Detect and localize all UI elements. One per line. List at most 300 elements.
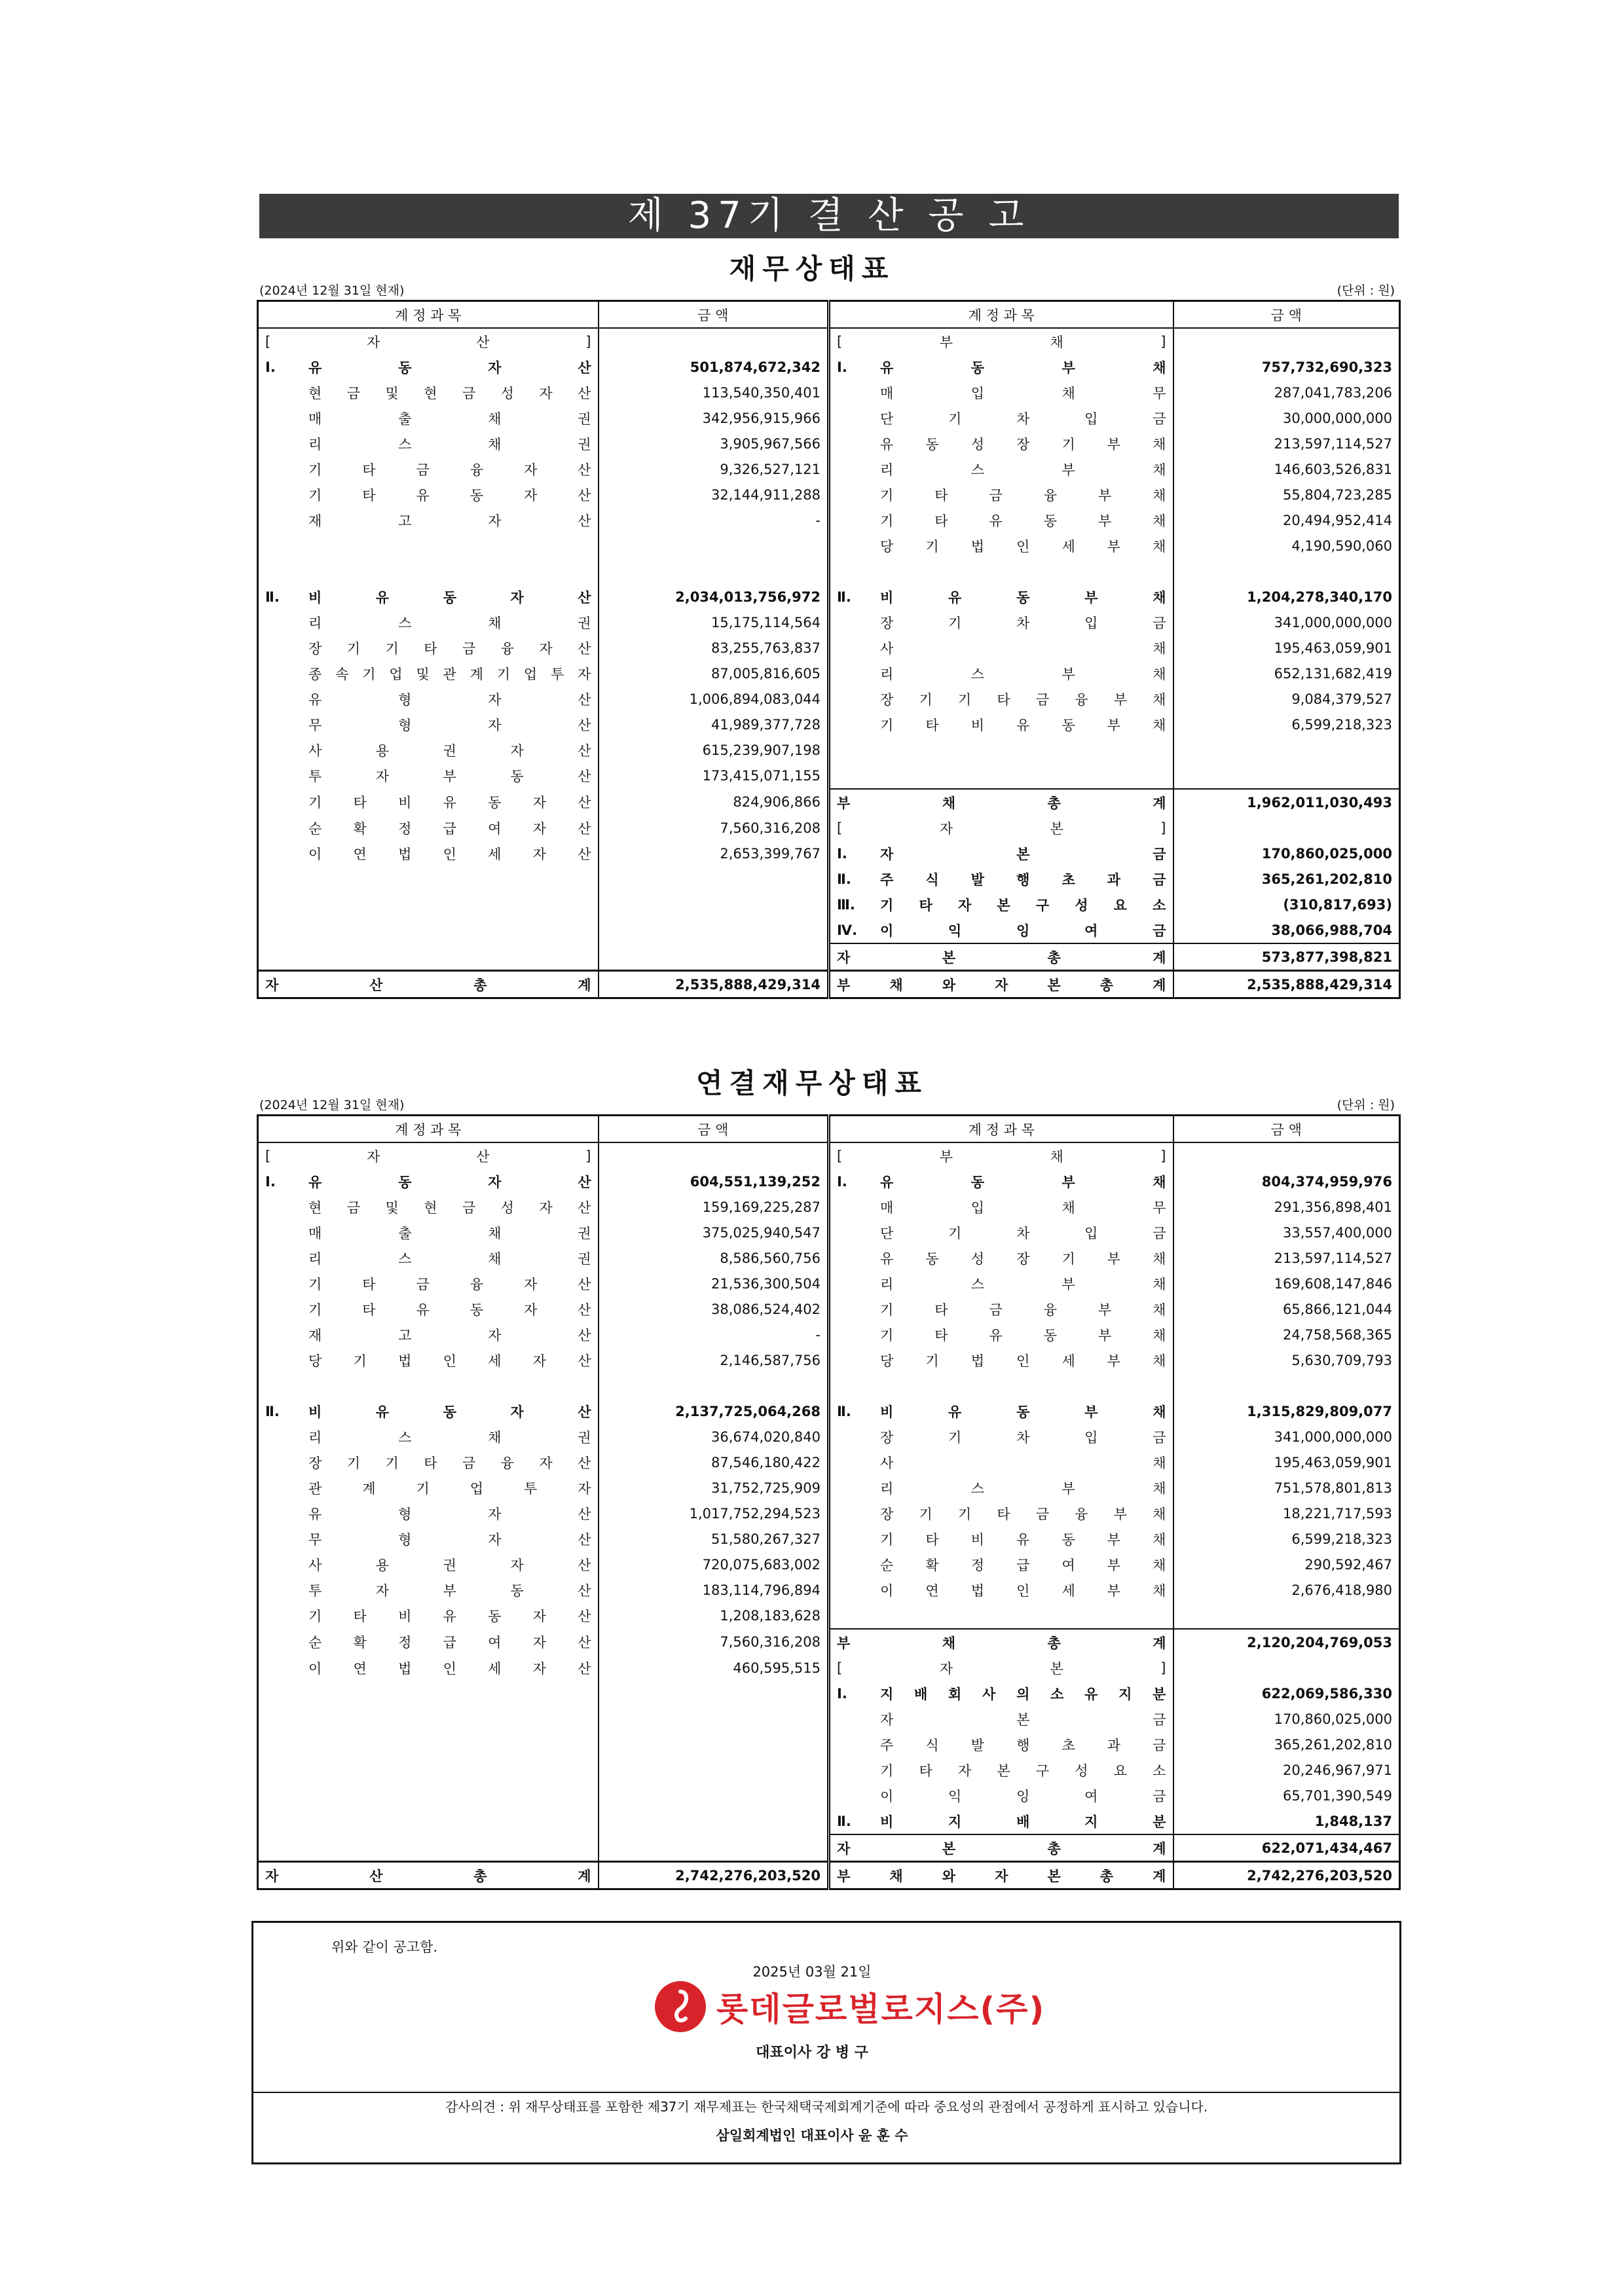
table-row xyxy=(258,1808,1400,1834)
amount-value: - xyxy=(599,1322,829,1347)
empty-cell xyxy=(599,917,829,943)
empty-cell xyxy=(599,1142,829,1169)
account-label: 무 형 자 산 xyxy=(308,1531,591,1548)
account-label: 당 기 법 인 세 부 채 xyxy=(829,1347,1173,1373)
account-label: 관 계 기 업 투 자 xyxy=(308,1480,591,1497)
amount-value: 804,374,959,976 xyxy=(1173,1169,1400,1194)
amount-value: 751,578,801,813 xyxy=(1173,1475,1400,1501)
amount-value: 7,560,316,208 xyxy=(599,1629,829,1655)
subtotal-label: 부 채 총 계 xyxy=(829,1629,1173,1655)
account-label: 단 기 차 입 금 xyxy=(829,1220,1173,1245)
amount-value: 20,494,952,414 xyxy=(1173,507,1400,533)
empty-cell xyxy=(599,558,829,584)
amount-header: 금 액 xyxy=(1173,301,1400,329)
empty-cell xyxy=(258,892,599,917)
amount-value: 9,084,379,527 xyxy=(1173,686,1400,712)
section-bracket-label: [ 자 본 ] xyxy=(829,1655,1173,1681)
table-row xyxy=(258,1373,1400,1398)
company-logo xyxy=(655,1980,1045,2033)
table-row xyxy=(258,482,1400,507)
table-row xyxy=(258,1577,1400,1603)
table-row xyxy=(258,354,1400,380)
section-label: Ⅱ. 주 식 발 행 초 과 금 xyxy=(829,866,1173,892)
total-liab-equity-label: 부 채 와 자 본 총 계 xyxy=(829,1862,1173,1889)
table-row xyxy=(258,917,1400,943)
empty-cell xyxy=(1173,1142,1400,1169)
amount-value: 36,674,020,840 xyxy=(599,1424,829,1449)
table-row xyxy=(258,1526,1400,1552)
total-liab-equity-label: 부 채 와 자 본 총 계 xyxy=(829,971,1173,998)
account-label: 자 본 금 xyxy=(829,1706,1173,1732)
amount-value: 2,146,587,756 xyxy=(599,1347,829,1373)
account-label: 재 고 자 산 xyxy=(308,1327,591,1343)
table-row xyxy=(258,1655,1400,1681)
grand-total-row xyxy=(258,1862,1400,1889)
table-row xyxy=(258,1681,1400,1706)
amount-value: 1,962,011,030,493 xyxy=(1173,789,1400,815)
empty-cell xyxy=(258,1783,599,1808)
section-label: Ⅰ. 유 동 자 산 xyxy=(265,359,591,376)
total-assets-amount: 2,535,888,429,314 xyxy=(599,971,829,998)
account-label: 매 입 채 무 xyxy=(829,380,1173,405)
empty-cell xyxy=(829,1373,1173,1398)
table-row xyxy=(258,712,1400,737)
amount-value: 213,597,114,527 xyxy=(1173,431,1400,456)
account-label: 기 타 금 융 부 채 xyxy=(829,482,1173,507)
amount-value: 41,989,377,728 xyxy=(599,712,829,737)
amount-value: 824,906,866 xyxy=(599,789,829,815)
table-row xyxy=(258,635,1400,661)
table-row xyxy=(258,1142,1400,1169)
account-label: 매 출 채 권 xyxy=(308,1225,591,1241)
account-label: 사 채 xyxy=(829,635,1173,661)
account-label: 장 기 기 타 금 융 부 채 xyxy=(829,686,1173,712)
amount-value: 1,208,183,628 xyxy=(599,1603,829,1629)
amount-value: 24,758,568,365 xyxy=(1173,1322,1400,1347)
account-label: 기 타 비 유 동 자 산 xyxy=(308,795,591,811)
empty-cell xyxy=(599,1834,829,1862)
account-label: 기 타 금 융 자 산 xyxy=(308,1276,591,1292)
section-bracket-label: [ 자 산 ] xyxy=(265,1148,591,1165)
empty-cell xyxy=(1173,1603,1400,1629)
consolidated-balance-sheet xyxy=(257,1114,1401,1890)
standalone-balance-sheet xyxy=(257,300,1401,999)
empty-cell xyxy=(258,943,599,971)
amount-value: 622,071,434,467 xyxy=(1173,1834,1400,1862)
empty-cell xyxy=(829,763,1173,789)
table-row xyxy=(258,431,1400,456)
notice-banner: 제 37기 결 산 공 고 xyxy=(259,194,1399,238)
amount-value: 1,017,752,294,523 xyxy=(599,1501,829,1526)
amount-value: 51,580,267,327 xyxy=(599,1526,829,1552)
amount-value: 720,075,683,002 xyxy=(599,1552,829,1577)
empty-cell xyxy=(599,1783,829,1808)
table-row xyxy=(258,328,1400,354)
empty-cell xyxy=(1173,328,1400,354)
amount-value: 87,546,180,422 xyxy=(599,1449,829,1475)
amount-value: (310,817,693) xyxy=(1173,892,1400,917)
amount-value: 365,261,202,810 xyxy=(1173,866,1400,892)
account-label: 기 타 비 유 동 부 채 xyxy=(829,712,1173,737)
account-label: 리 스 채 권 xyxy=(308,1429,591,1446)
empty-cell xyxy=(1173,1373,1400,1398)
table-row xyxy=(258,1220,1400,1245)
amount-value: 341,000,000,000 xyxy=(1173,610,1400,635)
account-label: 리 스 부 채 xyxy=(829,456,1173,482)
subtotal-label: 자 본 총 계 xyxy=(829,1834,1173,1862)
section-label: Ⅰ. 유 동 자 산 xyxy=(265,1173,591,1190)
account-label: 장 기 차 입 금 xyxy=(829,1424,1173,1449)
amount-value: 195,463,059,901 xyxy=(1173,635,1400,661)
table-row xyxy=(258,1603,1400,1629)
account-label: 이 익 잉 여 금 xyxy=(829,1783,1173,1808)
empty-cell xyxy=(258,1808,599,1834)
amount-value: 8,586,560,756 xyxy=(599,1245,829,1271)
table-row xyxy=(258,1732,1400,1757)
amount-value: 2,034,013,756,972 xyxy=(599,584,829,610)
empty-cell xyxy=(599,1732,829,1757)
empty-cell xyxy=(599,533,829,558)
empty-cell xyxy=(1173,1655,1400,1681)
amount-value: 342,956,915,966 xyxy=(599,405,829,431)
table-row xyxy=(258,815,1400,841)
account-label: 현 금 및 현 금 성 자 산 xyxy=(308,385,591,401)
empty-cell xyxy=(599,892,829,917)
empty-cell xyxy=(599,866,829,892)
amount-value: - xyxy=(599,507,829,533)
total-liab-equity-amount: 2,742,276,203,520 xyxy=(1173,1862,1400,1889)
empty-cell xyxy=(599,328,829,354)
table-row xyxy=(258,1398,1400,1424)
amount-value: 146,603,526,831 xyxy=(1173,456,1400,482)
empty-cell xyxy=(258,917,599,943)
amount-value: 65,701,390,549 xyxy=(1173,1783,1400,1808)
table-row xyxy=(258,380,1400,405)
empty-cell xyxy=(1173,558,1400,584)
account-label: 기 타 비 유 동 자 산 xyxy=(308,1609,591,1624)
amount-value: 18,221,717,593 xyxy=(1173,1501,1400,1526)
account-label: 유 형 자 산 xyxy=(308,691,591,708)
account-label: 주 식 발 행 초 과 금 xyxy=(829,1732,1173,1757)
account-label: 당 기 법 인 세 자 산 xyxy=(308,1353,591,1369)
section-label: Ⅰ. 자 본 금 xyxy=(829,841,1173,866)
section-label: Ⅱ. 비 유 동 부 채 xyxy=(829,1398,1173,1424)
empty-cell xyxy=(1173,737,1400,763)
amount-value: 6,599,218,323 xyxy=(1173,712,1400,737)
table-row xyxy=(258,1245,1400,1271)
amount-value: 32,144,911,288 xyxy=(599,482,829,507)
table-row xyxy=(258,1271,1400,1296)
amount-value: 287,041,783,206 xyxy=(1173,380,1400,405)
account-label: 기 타 유 동 부 채 xyxy=(829,507,1173,533)
grand-total-row xyxy=(258,971,1400,998)
account-label: 매 출 채 권 xyxy=(308,410,591,427)
section-label: Ⅰ. 지 배 회 사 의 소 유 지 분 xyxy=(829,1681,1173,1706)
table-row xyxy=(258,1757,1400,1783)
account-label: 장 기 기 타 금 융 자 산 xyxy=(308,1455,591,1471)
account-label: 리 스 채 권 xyxy=(308,436,591,452)
table-header-row xyxy=(258,1116,1400,1143)
section-bracket-label: [ 자 본 ] xyxy=(829,815,1173,841)
table-row xyxy=(258,841,1400,866)
amount-value: 1,315,829,809,077 xyxy=(1173,1398,1400,1424)
table-row xyxy=(258,686,1400,712)
amount-value: 652,131,682,419 xyxy=(1173,661,1400,686)
amount-value: 604,551,139,252 xyxy=(599,1169,829,1194)
amount-value: 9,326,527,121 xyxy=(599,456,829,482)
account-header: 계 정 과 목 xyxy=(829,1116,1173,1143)
account-label: 리 스 부 채 xyxy=(829,1271,1173,1296)
section-label: Ⅱ. 비 유 동 자 산 xyxy=(265,1403,591,1420)
standalone-unit: (단위 : 원) xyxy=(1337,283,1395,298)
amount-header: 금 액 xyxy=(599,1116,829,1143)
table-row xyxy=(258,533,1400,558)
amount-value: 213,597,114,527 xyxy=(1173,1245,1400,1271)
amount-value: 170,860,025,000 xyxy=(1173,841,1400,866)
empty-cell xyxy=(829,1603,1173,1629)
table-row xyxy=(258,661,1400,686)
account-label: 기 타 자 본 구 성 요 소 xyxy=(829,1757,1173,1783)
amount-value: 2,676,418,980 xyxy=(1173,1577,1400,1603)
consolidated-as-of: (2024년 12월 31일 현재) xyxy=(259,1098,405,1112)
empty-cell xyxy=(258,1706,599,1732)
table-row xyxy=(258,558,1400,584)
lotte-logo-icon xyxy=(655,1981,706,2032)
table-row xyxy=(258,1449,1400,1475)
account-header: 계 정 과 목 xyxy=(829,301,1173,329)
section-bracket-label: [ 부 채 ] xyxy=(829,1142,1173,1169)
notice-date: 2025년 03월 21일 xyxy=(752,1964,872,1980)
table-row xyxy=(258,1194,1400,1220)
amount-value: 1,204,278,340,170 xyxy=(1173,584,1400,610)
amount-value: 460,595,515 xyxy=(599,1655,829,1681)
account-label: 기 타 금 융 자 산 xyxy=(308,462,591,478)
amount-value: 6,599,218,323 xyxy=(1173,1526,1400,1552)
account-label: 리 스 채 권 xyxy=(308,615,591,631)
account-label: 장 기 차 입 금 xyxy=(829,610,1173,635)
table-row xyxy=(258,456,1400,482)
account-label: 순 확 정 급 여 자 산 xyxy=(308,820,591,837)
account-label: 이 연 법 인 세 부 채 xyxy=(829,1577,1173,1603)
amount-value: 159,169,225,287 xyxy=(599,1194,829,1220)
amount-value: 341,000,000,000 xyxy=(1173,1424,1400,1449)
table-row xyxy=(258,1322,1400,1347)
amount-value: 65,866,121,044 xyxy=(1173,1296,1400,1322)
account-label: 순 확 정 급 여 자 산 xyxy=(308,1635,591,1650)
company-name: 롯데글로벌로지스(주) xyxy=(716,1990,1046,2028)
account-label: 유 동 성 장 기 부 채 xyxy=(829,1245,1173,1271)
amount-value: 4,190,590,060 xyxy=(1173,533,1400,558)
account-label: 현 금 및 현 금 성 자 산 xyxy=(308,1199,591,1216)
table-row xyxy=(258,1783,1400,1808)
table-row xyxy=(258,1629,1400,1655)
empty-cell xyxy=(258,1757,599,1783)
amount-value: 195,463,059,901 xyxy=(1173,1449,1400,1475)
amount-value: 15,175,114,564 xyxy=(599,610,829,635)
table-row xyxy=(258,866,1400,892)
account-label: 기 타 유 동 자 산 xyxy=(308,1302,591,1318)
empty-cell xyxy=(599,1757,829,1783)
section-label: Ⅱ. 비 유 동 부 채 xyxy=(829,584,1173,610)
amount-value: 31,752,725,909 xyxy=(599,1475,829,1501)
account-label: 기 타 유 동 부 채 xyxy=(829,1322,1173,1347)
amount-value: 20,246,967,971 xyxy=(1173,1757,1400,1783)
amount-value: 183,114,796,894 xyxy=(599,1577,829,1603)
table-row xyxy=(258,943,1400,971)
amount-value: 2,120,204,769,053 xyxy=(1173,1629,1400,1655)
amount-value: 573,877,398,821 xyxy=(1173,943,1400,971)
section-label: Ⅲ. 기 타 자 본 구 성 요 소 xyxy=(829,892,1173,917)
standalone-title: 재무상태표 xyxy=(729,253,895,285)
amount-value: 3,905,967,566 xyxy=(599,431,829,456)
amount-value: 622,069,586,330 xyxy=(1173,1681,1400,1706)
account-label: 무 형 자 산 xyxy=(308,717,591,733)
account-label: 기 타 유 동 자 산 xyxy=(308,487,591,503)
amount-value: 170,860,025,000 xyxy=(1173,1706,1400,1732)
consolidated-title: 연결재무상태표 xyxy=(695,1067,928,1099)
table-row xyxy=(258,1424,1400,1449)
empty-cell xyxy=(258,558,599,584)
amount-header: 금 액 xyxy=(1173,1116,1400,1143)
amount-value: 2,653,399,767 xyxy=(599,841,829,866)
account-label: 순 확 정 급 여 부 채 xyxy=(829,1552,1173,1577)
consolidated-unit: (단위 : 원) xyxy=(1337,1098,1395,1112)
empty-cell xyxy=(258,866,599,892)
subtotal-label: 부 채 총 계 xyxy=(829,789,1173,815)
account-label: 기 타 금 융 부 채 xyxy=(829,1296,1173,1322)
account-label: 리 스 부 채 xyxy=(829,661,1173,686)
subtotal-label: 자 본 총 계 xyxy=(829,943,1173,971)
account-label: 재 고 자 산 xyxy=(308,513,591,529)
amount-value: 38,066,988,704 xyxy=(1173,917,1400,943)
total-assets-label: 자 산 총 계 xyxy=(258,971,599,998)
table-row xyxy=(258,1169,1400,1194)
section-label: Ⅱ. 비 지 배 지 분 xyxy=(829,1808,1173,1834)
amount-value: 2,137,725,064,268 xyxy=(599,1398,829,1424)
footer-divider xyxy=(253,2092,1399,2093)
table-row xyxy=(258,1347,1400,1373)
empty-cell xyxy=(258,1373,599,1398)
empty-cell xyxy=(599,1808,829,1834)
section-label: Ⅰ. 유 동 부 채 xyxy=(829,1169,1173,1194)
auditor: 삼일회계법인 대표이사 윤 훈 수 xyxy=(716,2128,908,2143)
account-label: 투 자 부 동 산 xyxy=(308,1582,591,1599)
account-label: 리 스 채 권 xyxy=(308,1250,591,1267)
table-row xyxy=(258,1296,1400,1322)
section-bracket-label: [ 부 채 ] xyxy=(829,328,1173,354)
table-row xyxy=(258,737,1400,763)
amount-value: 83,255,763,837 xyxy=(599,635,829,661)
table-row xyxy=(258,789,1400,815)
empty-cell xyxy=(829,737,1173,763)
account-label: 종 속 기 업 및 관 계 기 업 투 자 xyxy=(308,666,591,682)
standalone-as-of: (2024년 12월 31일 현재) xyxy=(259,283,405,298)
account-label: 기 타 비 유 동 부 채 xyxy=(829,1526,1173,1552)
table-row xyxy=(258,1834,1400,1862)
amount-value: 375,025,940,547 xyxy=(599,1220,829,1245)
table-row xyxy=(258,1552,1400,1577)
total-assets-label: 자 산 총 계 xyxy=(258,1862,599,1889)
amount-value: 1,848,137 xyxy=(1173,1808,1400,1834)
table-row xyxy=(258,1706,1400,1732)
table-row xyxy=(258,405,1400,431)
amount-value: 30,000,000,000 xyxy=(1173,405,1400,431)
empty-cell xyxy=(258,1732,599,1757)
account-header: 계 정 과 목 xyxy=(258,301,599,329)
empty-cell xyxy=(1173,763,1400,789)
empty-cell xyxy=(599,1706,829,1732)
amount-value: 1,006,894,083,044 xyxy=(599,686,829,712)
amount-value: 21,536,300,504 xyxy=(599,1271,829,1296)
section-label: Ⅰ. 유 동 부 채 xyxy=(829,354,1173,380)
amount-header: 금 액 xyxy=(599,301,829,329)
table-row xyxy=(258,1475,1400,1501)
account-label: 이 연 법 인 세 자 산 xyxy=(308,1660,591,1677)
section-label: Ⅳ. 이 익 잉 여 금 xyxy=(829,917,1173,943)
section-label: Ⅱ. 비 유 동 자 산 xyxy=(265,589,591,606)
amount-value: 7,560,316,208 xyxy=(599,815,829,841)
table-row xyxy=(258,507,1400,533)
account-label: 리 스 부 채 xyxy=(829,1475,1173,1501)
account-label: 당 기 법 인 세 부 채 xyxy=(829,533,1173,558)
amount-value: 291,356,898,401 xyxy=(1173,1194,1400,1220)
empty-cell xyxy=(258,533,599,558)
total-assets-amount: 2,742,276,203,520 xyxy=(599,1862,829,1889)
account-label: 사 용 권 자 산 xyxy=(308,1557,591,1573)
representative: 대표이사 강 병 구 xyxy=(756,2045,868,2061)
table-row xyxy=(258,584,1400,610)
table-row xyxy=(258,763,1400,789)
account-label: 사 용 권 자 산 xyxy=(308,742,591,759)
amount-value: 5,630,709,793 xyxy=(1173,1347,1400,1373)
amount-value: 169,608,147,846 xyxy=(1173,1271,1400,1296)
empty-cell xyxy=(829,558,1173,584)
account-label: 유 형 자 산 xyxy=(308,1506,591,1522)
account-label: 이 연 법 인 세 자 산 xyxy=(308,846,591,862)
table-row xyxy=(258,610,1400,635)
amount-value: 38,086,524,402 xyxy=(599,1296,829,1322)
empty-cell xyxy=(258,1834,599,1862)
amount-value: 87,005,816,605 xyxy=(599,661,829,686)
table-row xyxy=(258,892,1400,917)
account-label: 장 기 기 타 금 융 자 산 xyxy=(308,640,591,657)
account-label: 투 자 부 동 산 xyxy=(308,769,591,784)
notice-statement: 위와 같이 공고함. xyxy=(331,1939,438,1955)
empty-cell xyxy=(258,1681,599,1706)
amount-value: 615,239,907,198 xyxy=(599,737,829,763)
table-header-row xyxy=(258,301,1400,329)
amount-value: 173,415,071,155 xyxy=(599,763,829,789)
empty-cell xyxy=(599,943,829,971)
audit-opinion: 감사의견 : 위 재무상태표를 포함한 제37기 재무제표는 한국채택국제회계기준에 따라 중요성의 관점에서 공정하게 표시하고 있습니다. xyxy=(445,2099,1208,2115)
account-label: 매 입 채 무 xyxy=(829,1194,1173,1220)
amount-value: 290,592,467 xyxy=(1173,1552,1400,1577)
account-label: 장 기 기 타 금 융 부 채 xyxy=(829,1501,1173,1526)
amount-value: 501,874,672,342 xyxy=(599,354,829,380)
account-label: 유 동 성 장 기 부 채 xyxy=(829,431,1173,456)
amount-value: 113,540,350,401 xyxy=(599,380,829,405)
account-label: 단 기 차 입 금 xyxy=(829,405,1173,431)
account-label: 사 채 xyxy=(829,1449,1173,1475)
total-liab-equity-amount: 2,535,888,429,314 xyxy=(1173,971,1400,998)
amount-value: 757,732,690,323 xyxy=(1173,354,1400,380)
table-row xyxy=(258,1501,1400,1526)
amount-value: 33,557,400,000 xyxy=(1173,1220,1400,1245)
amount-value: 55,804,723,285 xyxy=(1173,482,1400,507)
empty-cell xyxy=(599,1681,829,1706)
section-bracket-label: [ 자 산 ] xyxy=(265,333,591,350)
empty-cell xyxy=(599,1373,829,1398)
